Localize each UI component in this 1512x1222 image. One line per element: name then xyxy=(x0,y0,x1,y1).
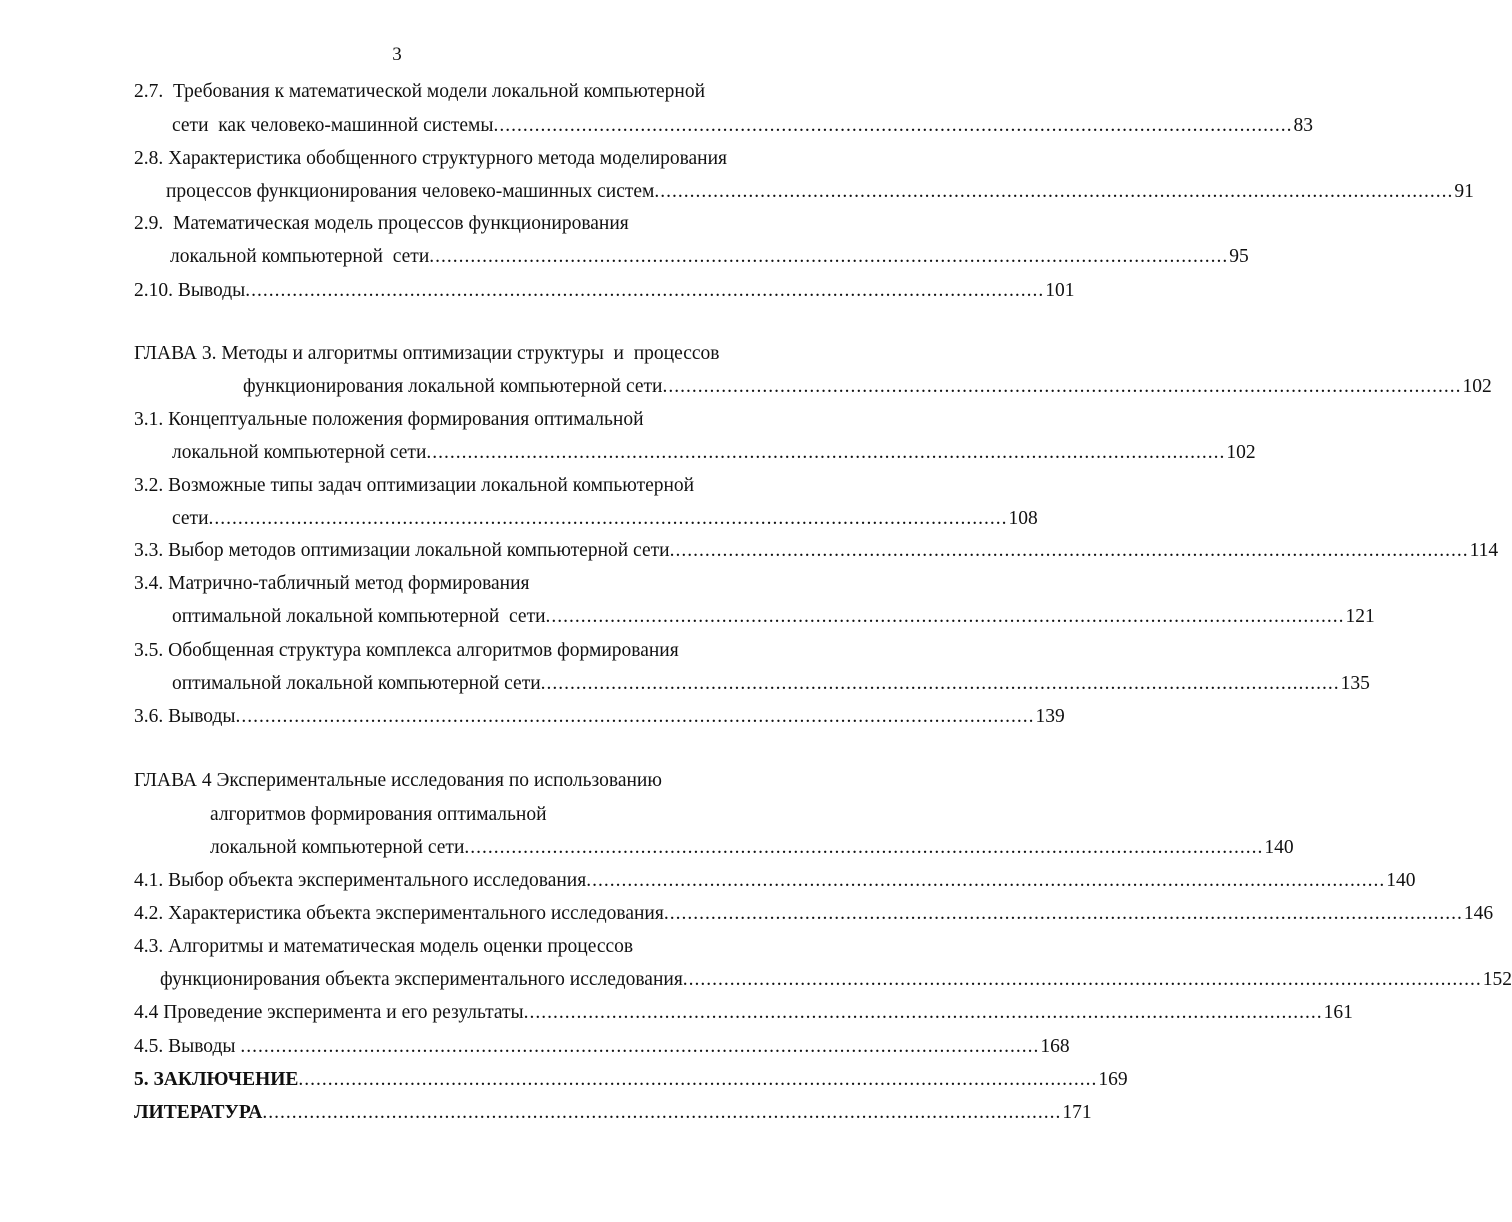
leader-dots: ........................................................................................................................................ xyxy=(429,246,1229,267)
page-ref: 114 xyxy=(1469,540,1499,561)
page-ref: 168 xyxy=(1040,1036,1070,1057)
leader-dots: ........................................................................................................................................ xyxy=(262,1102,1062,1123)
page-ref: 91 xyxy=(1454,181,1474,202)
toc-line: 4.3. Алгоритмы и математическая модель оценки процессов xyxy=(134,936,634,957)
page-number: 3 xyxy=(392,44,402,65)
leader-dots: ........................................................................................................................................ xyxy=(662,376,1462,397)
toc-entry: 3.6. Выводы ........................................................................................................................................ 139 xyxy=(134,706,1065,727)
leader-dots: ........................................................................................................................................ xyxy=(669,540,1469,561)
toc-entry: оптимальной локальной компьютерной сети ........................................................................................................................................ 135 xyxy=(172,673,1370,694)
toc-line: 3.4. Матрично-табличный метод формирования xyxy=(134,573,530,594)
leader-dots: ........................................................................................................................................ xyxy=(493,115,1293,136)
page-ref: 140 xyxy=(1264,837,1294,858)
page-ref: 146 xyxy=(1463,903,1494,924)
page-ref: 102 xyxy=(1462,376,1492,397)
leader-dots: ........................................................................................................................................ xyxy=(663,903,1463,924)
toc-entry: функционирования локальной компьютерной сети ........................................................................................................................................ 102 xyxy=(243,376,1492,397)
toc-line: 3.1. Концептуальные положения формирования оптимальной xyxy=(134,409,644,430)
leader-dots: ........................................................................................................................................ xyxy=(245,280,1045,301)
toc-entry: 3.3. Выбор методов оптимизации локальной компьютерной сети ........................................................................................................................................ 114 xyxy=(134,540,1499,561)
leader-dots: ........................................................................................................................................ xyxy=(545,606,1345,627)
toc-line: 3.2. Возможные типы задач оптимизации локальной компьютерной xyxy=(134,475,695,496)
leader-dots: ........................................................................................................................................ xyxy=(464,837,1264,858)
toc-entry: функционирования объекта экспериментального исследования ........................................................................................................................................ 152 xyxy=(160,969,1512,990)
leader-dots: ........................................................................................................................................ xyxy=(523,1002,1323,1023)
toc-entry: 4.1. Выбор объекта экспериментального исследования ........................................................................................................................................ 140 xyxy=(134,870,1416,891)
toc-entry: локальной компьютерной сети ........................................................................................................................................ 102 xyxy=(172,442,1256,463)
leader-dots: ........................................................................................................................................ xyxy=(298,1069,1098,1090)
page-ref: 140 xyxy=(1386,870,1416,891)
leader-dots: ........................................................................................................................................ xyxy=(240,1036,1040,1057)
page-ref: 169 xyxy=(1098,1069,1128,1090)
page-ref: 135 xyxy=(1340,673,1370,694)
toc-line: 3.5. Обобщенная структура комплекса алгоритмов формирования xyxy=(134,640,679,661)
leader-dots: ........................................................................................................................................ xyxy=(235,706,1035,727)
leader-dots: ........................................................................................................................................ xyxy=(682,969,1482,990)
toc-entry: 2.10. Выводы ........................................................................................................................................ 101 xyxy=(134,280,1075,301)
page-ref: 102 xyxy=(1226,442,1256,463)
page-ref: 95 xyxy=(1229,246,1249,267)
toc-line: 2.7. Требования к математической модели локальной компьютерной xyxy=(134,81,706,102)
toc-entry: 4.2. Характеристика объекта экспериментального исследования ........................................................................................................................................ 146 xyxy=(134,903,1494,924)
toc-entry: локальной компьютерной сети ........................................................................................................................................ 95 xyxy=(170,246,1249,267)
toc-entry: 4.5. Выводы ........................................................................................................................................ 168 xyxy=(134,1036,1070,1057)
leader-dots: ........................................................................................................................................ xyxy=(586,870,1386,891)
toc-line: 2.8. Характеристика обобщенного структурного метода моделирования xyxy=(134,148,728,169)
chapter-heading: ГЛАВА 3. Методы и алгоритмы оптимизации структуры и процессов xyxy=(134,343,720,364)
toc-entry: сети ........................................................................................................................................ 108 xyxy=(172,508,1038,529)
leader-dots: ........................................................................................................................................ xyxy=(426,442,1226,463)
toc-entry: 5. ЗАКЛЮЧЕНИЕ ........................................................................................................................................ 169 xyxy=(134,1069,1128,1090)
chapter-heading: ГЛАВА 4 Экспериментальные исследования по использованию xyxy=(134,770,662,791)
toc-entry: процессов функционирования человеко-машинных систем ........................................................................................................................................ 91 xyxy=(166,181,1474,202)
leader-dots: ........................................................................................................................................ xyxy=(654,181,1454,202)
toc-entry: локальной компьютерной сети ........................................................................................................................................ 140 xyxy=(210,837,1294,858)
toc-entry: 4.4 Проведение эксперимента и его результаты ........................................................................................................................................ 161 xyxy=(134,1002,1353,1023)
page-ref: 161 xyxy=(1323,1002,1353,1023)
page-ref: 139 xyxy=(1035,706,1065,727)
page-ref: 108 xyxy=(1008,508,1038,529)
toc-entry: оптимальной локальной компьютерной сети ........................................................................................................................................ 121 xyxy=(172,606,1375,627)
toc-line: 2.9. Математическая модель процессов функционирования xyxy=(134,213,629,234)
leader-dots: ........................................................................................................................................ xyxy=(540,673,1340,694)
leader-dots: ........................................................................................................................................ xyxy=(208,508,1008,529)
page-ref: 171 xyxy=(1062,1102,1092,1123)
toc-line: алгоритмов формирования оптимальной xyxy=(210,804,547,825)
page-ref: 121 xyxy=(1345,606,1375,627)
toc-entry: сети как человеко-машинной системы ........................................................................................................................................ 83 xyxy=(172,115,1313,136)
page-ref: 101 xyxy=(1045,280,1075,301)
toc-entry: ЛИТЕРАТУРА ........................................................................................................................................ 171 xyxy=(134,1102,1092,1123)
page-ref: 83 xyxy=(1293,115,1313,136)
page-ref: 152 xyxy=(1482,969,1512,990)
